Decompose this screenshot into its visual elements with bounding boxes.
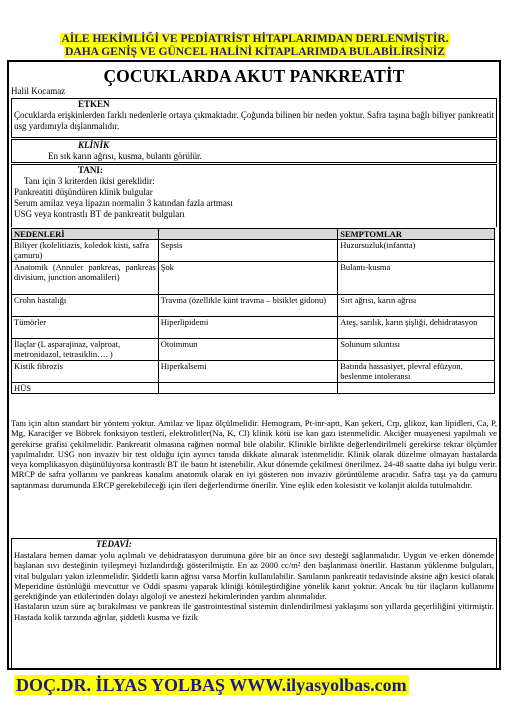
klinik-section (11, 139, 497, 163)
header-banner-line-1 (43, 33, 467, 46)
tedavi-text-1: Hastalara hemen damar yolu açılmalı ve dehidratasyon durumuna göre bir an önce sıvı desteği sağlanmalıdır. Uygun ve erken dönemde başlanan sıvı desteğinin iyileşmeyi hızlandırdığı gösterilmiştir. En az 2000 cc/m² den başlanması önerilir. Hastanın yüklenme bulguları, vital bulguları yakın izlenmelidir. Şiddetli karın ağrısı varsa Morfin kullanılabilir. Sanılanın pankreatit tedavisinde aksine ağrı kesici olarak Meperidine üstünlüğü mevcuttur ve Oddi spasmı yaparak kliniği kötüleştirdiğine yönelik kanıt yoktur. Ancak bu tür ilaçların kullanımı gerektiğinde yan etkilerinden dolayı algoloji ve anestezi hekimlerinden yardım alınmalıdır. (14, 550, 494, 602)
table-header-row (12, 229, 495, 240)
etken-section (11, 98, 497, 138)
table-header-cell (158, 229, 338, 240)
tani-line: Tanı için 3 kriterden ikisi gereklidir: (24, 176, 155, 186)
klinik-heading: KLİNİK (78, 140, 110, 150)
table-cell: Biliyer (kolelitiazis, koledok kisti, safra çamuru) (12, 240, 159, 262)
table-cell: Crohn hastalığı (12, 295, 159, 317)
tani-line: Serum amilaz veya lipazın normalin 3 katından fazla artması (14, 198, 233, 208)
table-cell: Tümörler (12, 317, 159, 339)
tani-line: Pankreatiti düşündüren klinik bulgular (14, 187, 153, 197)
table-cell: Anatomik (Annuler pankreas, pankreas divisium, junction anomalileri) (12, 262, 159, 295)
tani-paragraph: Tanı için altın standart bir yöntem yoktur. Amilaz ve lipaz ölçülmelidir. Hemogram, Pt-inr-aptt, Kan şekeri, Crp, glikoz, kan lipidleri, Ca, P, Mg, Karaciğer ve Böbrek fonksiyon testleri, elektrolitler(Na, K, Cl) klinik kötü ise kan gazı istenmelidir. Akciğer muayenesi yapılmalı ve gerekirse grafisi çekilmelidir. Pankreatit olmasına rağmen normal bile olabilir. Klinikle birlikte değerlendirilmeli gerekirse tekrar ölçümler yapılmalıdır. USG non invaziv bir test olduğu için ayırıcı tanıda dikkate alınarak istenmelidir. Klinik olarak düzelme olmayan hastalarda veya komplikasyon düşünülüyorsa kontrastlı BT ile batın bt istenebilir. Akut dönemde çekilmesi önerilmez. 24-48 saatte daha iyi bulgu verir. MRCP de safra yollarını ve pankreas kanalını anatomik olarak en iyi gösteren non invaziv görüntüleme aracıdır. Safra taşı ya da çamuru saptanması durumunda ERCP gerekebileceği için ileri değerlendirme önerilir. Yine eşlik eden kolesistit ve kolanjit akılda tutulmalıdır. (11, 418, 497, 490)
table-row (12, 240, 495, 262)
table-row (12, 361, 495, 383)
banner-text-1: AİLE HEKİMLİĞİ VE PEDİATRİST HİTAPLARIMDAN DERLENMİŞTİR. (61, 33, 449, 45)
causes-symptoms-table (11, 228, 495, 394)
document-frame (7, 60, 501, 670)
table-cell (338, 383, 495, 394)
table-cell: Solunum sıkıntısı (338, 339, 495, 361)
table-header-cell: NEDENLERİ (12, 229, 159, 240)
table-cell: Sırt ağrısı, karın ağrısı (338, 295, 495, 317)
author-name: Halil Kocamaz (11, 86, 66, 96)
tani-section (11, 164, 497, 227)
table-cell: Kistik fibrozis (12, 361, 159, 383)
tani-line: USG veya kontrastlı BT de pankreatit bulguları (14, 209, 185, 219)
table-cell: Otoimmun (158, 339, 338, 361)
table-cell: Travma (özellikle künt travma – bisiklet gidonu) (158, 295, 338, 317)
table-row (12, 339, 495, 361)
table-cell: Şok (158, 262, 338, 295)
table-cell: Hiperkalsemi (158, 361, 338, 383)
table-cell: HÜS (12, 383, 159, 394)
table-cell: Batında hassasiyet, plevral efüzyon, beslenme intoleransı (338, 361, 495, 383)
table-header-cell: SEMPTOMLAR (338, 229, 495, 240)
document-title: ÇOCUKLARDA AKUT PANKREATİT (103, 66, 405, 86)
etken-text: Çocuklarda erişkinlerden farklı nedenlerle ortaya çıkmaktadır. Çoğunda bilinen bir neden yoktur. Safra taşına bağlı biliyer pankreatit usg yardımıyla dışlanmalıdır. (14, 110, 494, 131)
table-cell: Bulantı-kusma (338, 262, 495, 295)
table-cell: Ateş, sarılık, karın şişliği, dehidratasyon (338, 317, 495, 339)
table-row (12, 317, 495, 339)
table-cell: İlaçlar (L asparajinaz, valproat, metronidazol, tetrasiklin…. ) (12, 339, 159, 361)
etken-heading: ETKEN (78, 99, 110, 109)
table-row (12, 295, 495, 317)
footer-author-website (14, 675, 409, 696)
tedavi-text-2: Hastaların uzun süre aç bırakılması ve pankreas ile gastrointestinal sistemin dinlendirilmesi yaklaşımı son yıllarda geçerliliğini yitirmiştir. Hastada kolik tarzında ağrılar, şiddetli kusma ve fizik (14, 601, 494, 622)
table-cell: Hiperlipidemi (158, 317, 338, 339)
banner-text-2: DAHA GENİŞ VE GÜNCEL HALİNİ KİTAPLARIMDA BULABİLİRSİNİZ (65, 46, 445, 58)
table-cell: Sepsis (158, 240, 338, 262)
table-cell: Huzursuzluk(infantta) (338, 240, 495, 262)
klinik-text: En sık karın ağrısı, kusma, bulantı görülür. (48, 151, 202, 161)
tani-heading: TANI: (78, 165, 103, 175)
tedavi-heading: TEDAVİ: (96, 539, 132, 549)
table-cell (158, 383, 338, 394)
footer-text: DOÇ.DR. İLYAS YOLBAŞ WWW.ilyasyolbas.com (16, 675, 407, 695)
tedavi-section (11, 538, 497, 670)
table-row (12, 262, 495, 295)
table-row (12, 383, 495, 394)
header-banner-line-2 (43, 46, 467, 59)
